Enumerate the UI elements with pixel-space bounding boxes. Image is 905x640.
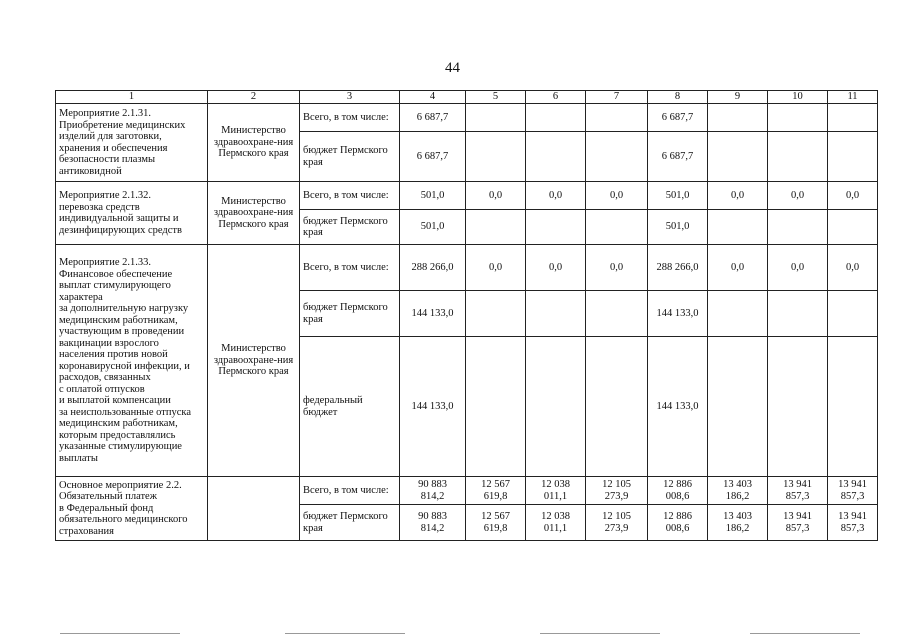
value-cell: [828, 104, 878, 132]
table-row: [56, 245, 878, 291]
value-cell: 0,0: [526, 245, 586, 291]
activity-cell: Основное мероприятие 2.2. Обязательный платеж в Федеральный фонд обязательного медицинского страхования: [56, 477, 208, 541]
executor-cell: [208, 477, 300, 541]
activity-cell: Мероприятие 2.1.31. Приобретение медицинских изделий для заготовки, хранения и обеспечения безопасности плазмы антиковидной: [56, 104, 208, 182]
column-header: 5: [466, 91, 526, 104]
value-cell: [586, 210, 648, 245]
source-cell: федеральный бюджет: [300, 337, 400, 477]
value-cell: [466, 104, 526, 132]
source-cell: Всего, в том числе:: [300, 182, 400, 210]
value-cell: [768, 104, 828, 132]
page-edge-line: [60, 633, 180, 634]
executor-cell: Министерство здравоохране-ния Пермского края: [208, 104, 300, 182]
column-header: 2: [208, 91, 300, 104]
column-header: 6: [526, 91, 586, 104]
value-cell: 144 133,0: [648, 291, 708, 337]
value-cell: [708, 132, 768, 182]
value-cell: [526, 291, 586, 337]
value-cell: [466, 210, 526, 245]
value-cell: 0,0: [586, 182, 648, 210]
value-cell: [768, 337, 828, 477]
page-edge-line: [750, 633, 860, 634]
value-cell: 0,0: [466, 182, 526, 210]
value-cell: 12 038 011,1: [526, 477, 586, 505]
value-cell: [526, 132, 586, 182]
activity-cell: Мероприятие 2.1.32. перевозка средств индивидуальной защиты и дезинфицирующих средств: [56, 182, 208, 245]
value-cell: 0,0: [466, 245, 526, 291]
value-cell: 12 886 008,6: [648, 505, 708, 541]
value-cell: [708, 291, 768, 337]
value-cell: [768, 291, 828, 337]
value-cell: 12 886 008,6: [648, 477, 708, 505]
value-cell: 13 941 857,3: [768, 505, 828, 541]
value-cell: 13 403 186,2: [708, 505, 768, 541]
value-cell: 501,0: [400, 210, 466, 245]
value-cell: [828, 132, 878, 182]
table-row: [56, 104, 878, 132]
column-header: 4: [400, 91, 466, 104]
value-cell: [526, 104, 586, 132]
value-cell: [708, 337, 768, 477]
value-cell: [526, 210, 586, 245]
column-header: 10: [768, 91, 828, 104]
value-cell: 0,0: [526, 182, 586, 210]
value-cell: 0,0: [708, 245, 768, 291]
column-header: 7: [586, 91, 648, 104]
value-cell: 12 567 619,8: [466, 477, 526, 505]
value-cell: 13 941 857,3: [828, 505, 878, 541]
value-cell: 0,0: [586, 245, 648, 291]
column-header: 11: [828, 91, 878, 104]
column-header: 3: [300, 91, 400, 104]
source-cell: бюджет Пермского края: [300, 291, 400, 337]
value-cell: 90 883 814,2: [400, 477, 466, 505]
value-cell: 0,0: [768, 245, 828, 291]
value-cell: 288 266,0: [400, 245, 466, 291]
source-cell: Всего, в том числе:: [300, 477, 400, 505]
value-cell: [466, 337, 526, 477]
value-cell: 144 133,0: [400, 337, 466, 477]
value-cell: [768, 210, 828, 245]
value-cell: [586, 104, 648, 132]
value-cell: [708, 210, 768, 245]
value-cell: [586, 291, 648, 337]
value-cell: 501,0: [400, 182, 466, 210]
value-cell: 90 883 814,2: [400, 505, 466, 541]
value-cell: 13 403 186,2: [708, 477, 768, 505]
value-cell: [586, 337, 648, 477]
value-cell: 6 687,7: [400, 104, 466, 132]
value-cell: 501,0: [648, 182, 708, 210]
column-header: 8: [648, 91, 708, 104]
page-number: 44: [445, 60, 460, 76]
value-cell: [828, 210, 878, 245]
value-cell: [466, 132, 526, 182]
value-cell: [586, 132, 648, 182]
source-cell: Всего, в том числе:: [300, 245, 400, 291]
value-cell: [828, 337, 878, 477]
column-header: 1: [56, 91, 208, 104]
source-cell: бюджет Пермского края: [300, 210, 400, 245]
value-cell: 12 567 619,8: [466, 505, 526, 541]
value-cell: 6 687,7: [400, 132, 466, 182]
column-header: 9: [708, 91, 768, 104]
value-cell: 6 687,7: [648, 132, 708, 182]
value-cell: 288 266,0: [648, 245, 708, 291]
value-cell: 0,0: [828, 182, 878, 210]
value-cell: 0,0: [708, 182, 768, 210]
value-cell: 12 105 273,9: [586, 477, 648, 505]
executor-cell: Министерство здравоохране-ния Пермского края: [208, 245, 300, 477]
value-cell: 12 038 011,1: [526, 505, 586, 541]
value-cell: 6 687,7: [648, 104, 708, 132]
value-cell: 501,0: [648, 210, 708, 245]
header-row: [56, 91, 878, 104]
value-cell: [708, 104, 768, 132]
table-row: [56, 182, 878, 210]
executor-cell: Министерство здравоохране-ния Пермского края: [208, 182, 300, 245]
source-cell: бюджет Пермского края: [300, 132, 400, 182]
table-row: [56, 477, 878, 505]
value-cell: 0,0: [828, 245, 878, 291]
value-cell: 0,0: [768, 182, 828, 210]
budget-table: [55, 90, 878, 541]
value-cell: [768, 132, 828, 182]
page-edge-line: [540, 633, 660, 634]
value-cell: 144 133,0: [400, 291, 466, 337]
source-cell: бюджет Пермского края: [300, 505, 400, 541]
value-cell: 13 941 857,3: [768, 477, 828, 505]
source-cell: Всего, в том числе:: [300, 104, 400, 132]
page-edge-line: [285, 633, 405, 634]
value-cell: [466, 291, 526, 337]
value-cell: 144 133,0: [648, 337, 708, 477]
value-cell: [526, 337, 586, 477]
activity-cell: Мероприятие 2.1.33. Финансовое обеспечение выплат стимулирующего характера за дополнительную нагрузку медицинским работникам, участвующим в проведении вакцинации взрослого населения против новой коронавирусной инфекции, и расходов, связанных с оплатой отпусков и выплатой компенсации за неиспользованные отпуска медицинским работникам, которым предоставлялись указанные стимулирующие выплаты: [56, 245, 208, 477]
value-cell: [828, 291, 878, 337]
value-cell: 13 941 857,3: [828, 477, 878, 505]
value-cell: 12 105 273,9: [586, 505, 648, 541]
